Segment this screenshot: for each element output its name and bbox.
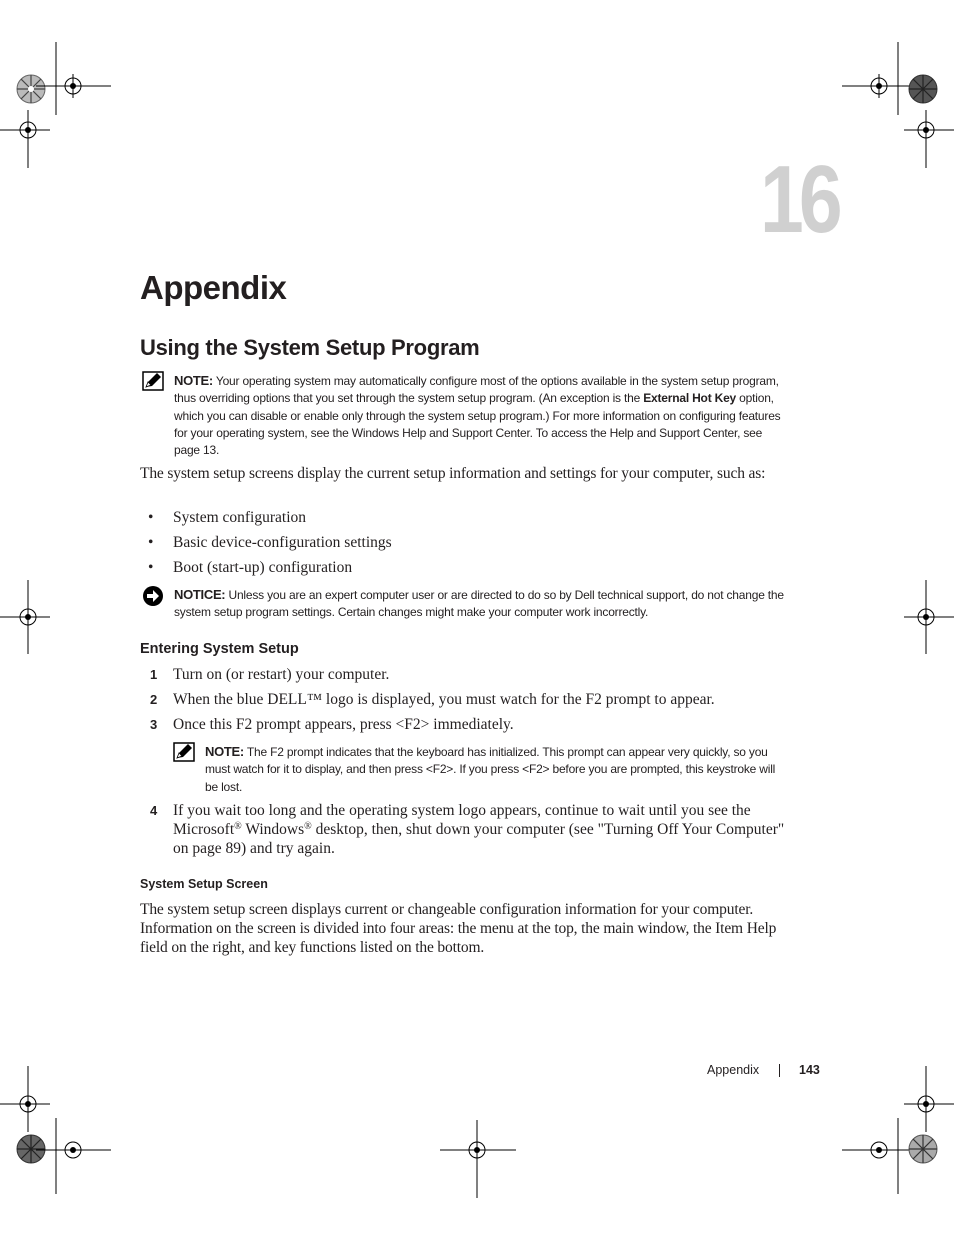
notice-text: Unless you are an expert computer user or are directed to do so by Dell technical support, do not change the system setup program settings. Certain changes might make your computer work incorrectly. bbox=[174, 588, 784, 620]
crop-registration-mark-icon bbox=[438, 1120, 518, 1200]
pencil-note-icon bbox=[173, 742, 195, 762]
color-target-wheel-icon bbox=[906, 1132, 940, 1166]
crop-registration-mark-icon bbox=[896, 1066, 954, 1136]
subsection-title: Entering System Setup bbox=[140, 641, 299, 657]
crop-registration-mark-icon bbox=[896, 580, 954, 656]
intro-paragraph: The system setup screens display the current setup information and settings for your computer, such as: bbox=[140, 465, 766, 482]
footer-divider bbox=[779, 1064, 780, 1077]
setup-screens-list bbox=[148, 507, 788, 582]
note-label: NOTE: bbox=[205, 744, 244, 759]
crop-registration-mark-icon bbox=[36, 1106, 116, 1196]
notice-settings-warning bbox=[174, 586, 784, 622]
list-item: • Basic device-configuration settings bbox=[148, 534, 392, 551]
chapter-number: 16 bbox=[760, 146, 838, 253]
crop-registration-mark-icon bbox=[896, 110, 954, 170]
footer-section-name: Appendix bbox=[707, 1063, 760, 1077]
note-text: The F2 prompt indicates that the keyboard has initialized. This prompt can appear very quickly, so you must watch for it to display, and then press <F2>. If you press <F2> before you are prompted, this keystroke will be lost. bbox=[205, 745, 776, 794]
note-label: NOTE: bbox=[174, 373, 213, 388]
crop-registration-mark-icon bbox=[0, 580, 60, 656]
color-target-wheel-icon bbox=[906, 72, 940, 106]
chapter-title: Appendix bbox=[140, 269, 287, 306]
note-keyword: External Hot Key bbox=[643, 391, 737, 406]
list-item: • Boot (start-up) configuration bbox=[148, 559, 353, 576]
subsubsection-title: System Setup Screen bbox=[140, 877, 268, 891]
note-text: Your operating system may automatically configure most of the options available in the system setup program, thus overriding options that you set through the system setup program. (An exception is the bbox=[174, 374, 779, 406]
page-number: 143 bbox=[799, 1063, 820, 1077]
note-text-cont: option, which you can disable or enable only through the system setup program.) For more information on configuring features for your operating system, see the Windows Help and Support Center. To access the Help and Support Center, see page 13. bbox=[174, 391, 781, 458]
list-item: • System configuration bbox=[148, 509, 307, 526]
crop-registration-mark-icon bbox=[0, 110, 60, 170]
screen-paragraph: The system setup screen displays current or changeable configuration information for your computer. Information on the screen is divided into four areas: the menu at the top, the main window, the Item Help field on the right, and key functions listed on the bottom. bbox=[140, 901, 777, 956]
notice-arrow-icon bbox=[142, 585, 164, 607]
notice-label: NOTICE: bbox=[174, 587, 226, 602]
note-system-setup bbox=[174, 372, 786, 459]
pencil-note-icon bbox=[142, 371, 164, 391]
section-title: Using the System Setup Program bbox=[140, 335, 480, 360]
note-f2-prompt bbox=[205, 743, 787, 796]
